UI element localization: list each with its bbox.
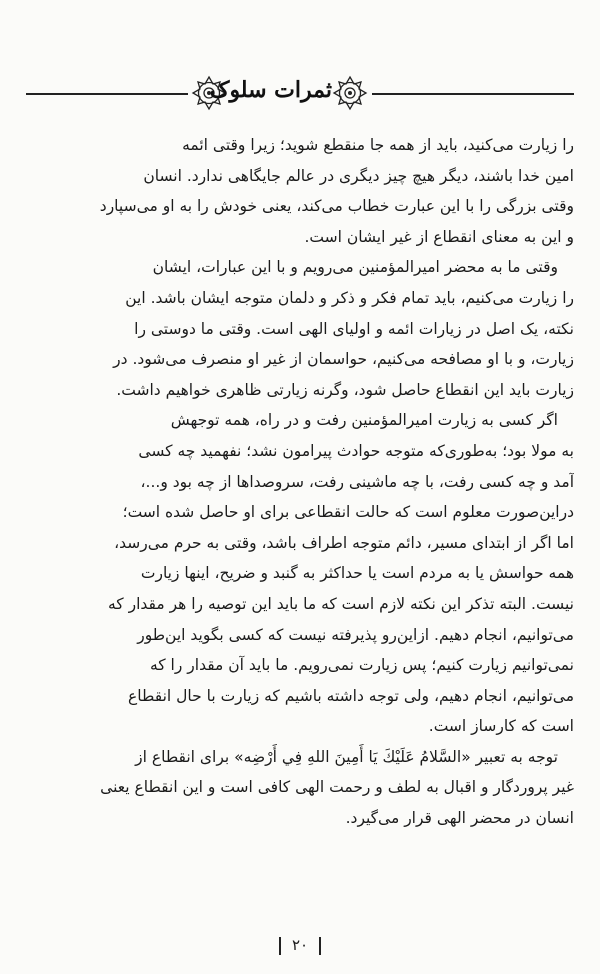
text-line: دراین‌صورت معلوم است که حالت انقطاعی برای او حاصل شده است؛ [122, 503, 574, 522]
text-line: نیست. البته تذکر این نکته لازم است که ما باید این توصیه را هر مقدار که [107, 594, 574, 613]
text-line: نکته، یک اصل در زیارات ائمه و اولیای الهی است. وقتی ما دوستی را [134, 319, 574, 338]
running-header [0, 60, 600, 120]
page-footer [0, 930, 600, 960]
page-number: ۲۰ [291, 936, 309, 954]
text-line: اگر کسی به زیارت امیرالمؤمنین رفت و در راه، همه توجهش [170, 411, 558, 430]
book-title: ثمرات سلوک [209, 77, 332, 103]
text-line: زیارت باید این انقطاع حاصل شود، وگرنه زیارتی ظاهری خواهیم داشت. [116, 380, 574, 399]
text-line: همه حواسش یا به مردم است یا حداکثر به گنبد و ضریح، اینها زیارت [140, 564, 574, 583]
text-line: را زیارت می‌کنید، باید از همه جا منقطع شوید؛ زیرا وقتی ائمه [182, 136, 574, 154]
header-rule-right [372, 93, 574, 95]
text-line: می‌توانیم، انجام دهیم. ازاین‌رو پذیرفته نیست که کسی بگوید این‌طور [137, 625, 574, 644]
text-line: وقتی بزرگی را با این عبارت خطاب می‌کند، یعنی خودش را به او می‌سپارد [99, 197, 574, 216]
text-line: به مولا بود؛ به‌طوری‌که متوجه حوادث پیرامون نشد؛ نفهمید چه کسی [138, 441, 574, 460]
text-line: غیر پروردگار و اقبال به لطف و رحمت الهی کافی است و این انقطاع یعنی [100, 778, 574, 797]
footer-bar-left [319, 937, 321, 955]
text-line: نمی‌توانیم زیارت کنیم؛ پس زیارت نمی‌رویم. ما باید آن مقدار را که [149, 656, 574, 675]
footer-bar-right [279, 937, 281, 955]
text-line: امین خدا باشند، دیگر هیچ چیز دیگری در عالم جایگاهی ندارد. انسان [143, 166, 574, 185]
text-line: است که کارساز است. [428, 717, 574, 736]
text-line: زیارت، و با او مصافحه می‌کنیم، حواسمان از غیر او منصرف می‌شود. در [113, 350, 574, 369]
header-rule-left [26, 93, 188, 95]
text-line: وقتی ما به محضر امیرالمؤمنین می‌رویم و با این عبارات، ایشان [152, 258, 558, 277]
text-line: و این به معنای انقطاع از غیر ایشان است. [304, 227, 574, 246]
text-line: آمد و چه کسی رفت، با چه ماشینی رفت، سروصداها از چه بود و...، [140, 472, 574, 491]
text-line: می‌توانیم، انجام دهیم، ولی توجه داشته باشیم که زیارت با حال انقطاع [128, 686, 574, 705]
text-line: اما اگر از ابتدای مسیر، دائم متوجه اطراف باشد، وقتی به حرم می‌رسد، [114, 533, 574, 552]
page-body [28, 130, 574, 834]
text-line: توجه به تعبیر «السَّلامُ عَلَيْكَ يَا أَمِينَ اللهِ فِي أَرْضِه» برای انقطاع از [135, 747, 558, 766]
text-line: انسان در محضر الهی قرار می‌گیرد. [345, 809, 574, 828]
text-line: را زیارت می‌کنیم، باید تمام فکر و ذکر و دلمان متوجه ایشان باشد. این [125, 288, 574, 307]
floral-rosette-icon [332, 75, 368, 111]
